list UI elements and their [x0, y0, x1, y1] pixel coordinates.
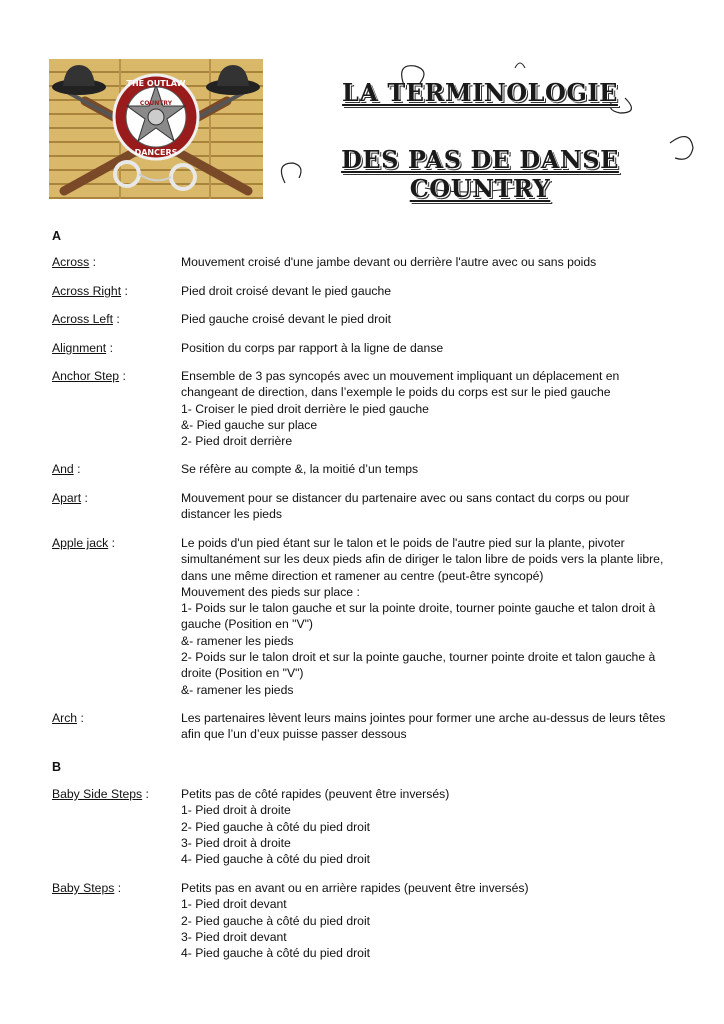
glossary-definition: Position du corps par rapport à la ligne de danse	[181, 341, 444, 355]
glossary-definition: Petits pas de côté rapides (peuvent être inversés) 1- Pied droit à droite 2- Pied gauche à côté du pied droit 3- Pied droit à droite 4- Pied gauche à côté du pied droit	[181, 787, 450, 867]
glossary-definition: Mouvement pour se distancer du partenaire avec ou sans contact du corps ou pour distancer les pieds	[181, 491, 630, 522]
glossary-definition: Pied droit croisé devant le pied gauche	[181, 284, 392, 298]
glossary-entry-baby-steps	[52, 880, 672, 961]
logo-outlaw-country-dancers	[49, 59, 263, 199]
glossary-entry-arch	[52, 710, 672, 743]
glossary-term: Anchor Step :	[52, 369, 126, 383]
glossary-term: Baby Steps :	[52, 881, 122, 895]
logo-bottom-text: DANCERS	[134, 148, 178, 157]
glossary-entry-across	[52, 254, 672, 270]
glossary-definition: Les partenaires lèvent leurs mains jointes pour former une arche au-dessus de leurs têtes afin que l’un d’eux puisse passer dessous	[181, 711, 666, 742]
glossary-definition: Ensemble de 3 pas syncopés avec un mouvement impliquant un déplacement en changeant de direction, dans l’exemple le poids du corps est sur le pied gauche 1- Croiser le pied droit derrière le pied gauche &- Pied gauche sur place 2- Pied droit derrière	[181, 369, 620, 449]
glossary-entry-alignment	[52, 340, 672, 356]
glossary-term: Apart :	[52, 491, 88, 505]
glossary-term: Alignment :	[52, 341, 113, 355]
glossary-term: Arch :	[52, 711, 84, 725]
glossary-definition: Pied gauche croisé devant le pied droit	[181, 312, 392, 326]
section-letter-b: B	[52, 760, 62, 774]
page-title-line-2: DES PAS DE DANSE COUNTRY	[341, 145, 619, 203]
logo-image	[49, 59, 263, 199]
page-title-line-1: LA TERMINOLOGIE	[342, 78, 618, 107]
glossary-definition: Petits pas en avant ou en arrière rapides (peuvent être inversés) 1- Pied droit devant 2- Pied gauche à côté du pied droit 3- Pied droit devant 4- Pied gauche à côté du pied droit	[181, 881, 529, 961]
glossary-term: Apple jack :	[52, 536, 116, 550]
glossary-term: And :	[52, 462, 81, 476]
glossary-entry-apple-jack	[52, 535, 672, 698]
glossary-entry-and	[52, 461, 672, 477]
logo-top-text: THE OUTLAW	[126, 79, 186, 88]
glossary-definition: Se réfère au compte &, la moitié d’un temps	[181, 462, 419, 476]
glossary-definition: Le poids d'un pied étant sur le talon et le poids de l'autre pied sur la plante, pivoter simultanément sur les deux pieds afin de diriger le talon libre de poids vers la plante libre, dans une même direction et ramener au centre (peut-être syncopé) Mouvement des pieds sur place : 1- Poids sur le talon gauche et sur la pointe droite, tourner pointe gauche et talon droit à gauche (Position en "V") &- ramener les pieds 2- Poids sur le talon droit et sur la pointe gauche, tourner pointe droite et talon gauche à droite (Position en "V") &- ramener les pieds	[181, 536, 664, 697]
glossary-definition: Mouvement croisé d'une jambe devant ou derrière l'autre avec ou sans poids	[181, 255, 597, 269]
glossary-term: Across :	[52, 255, 97, 269]
glossary-term: Baby Side Steps :	[52, 787, 149, 801]
glossary-entry-across-left	[52, 311, 672, 327]
glossary-term: Across Right :	[52, 284, 128, 298]
logo-middle-text: COUNTRY	[139, 100, 173, 107]
glossary-entry-apart	[52, 490, 672, 523]
glossary-entry-anchor-step	[52, 368, 672, 449]
section-letter-a: A	[52, 229, 62, 243]
glossary-entry-baby-side-steps	[52, 786, 672, 867]
glossary-term: Across Left :	[52, 312, 120, 326]
glossary-entry-across-right	[52, 283, 672, 299]
